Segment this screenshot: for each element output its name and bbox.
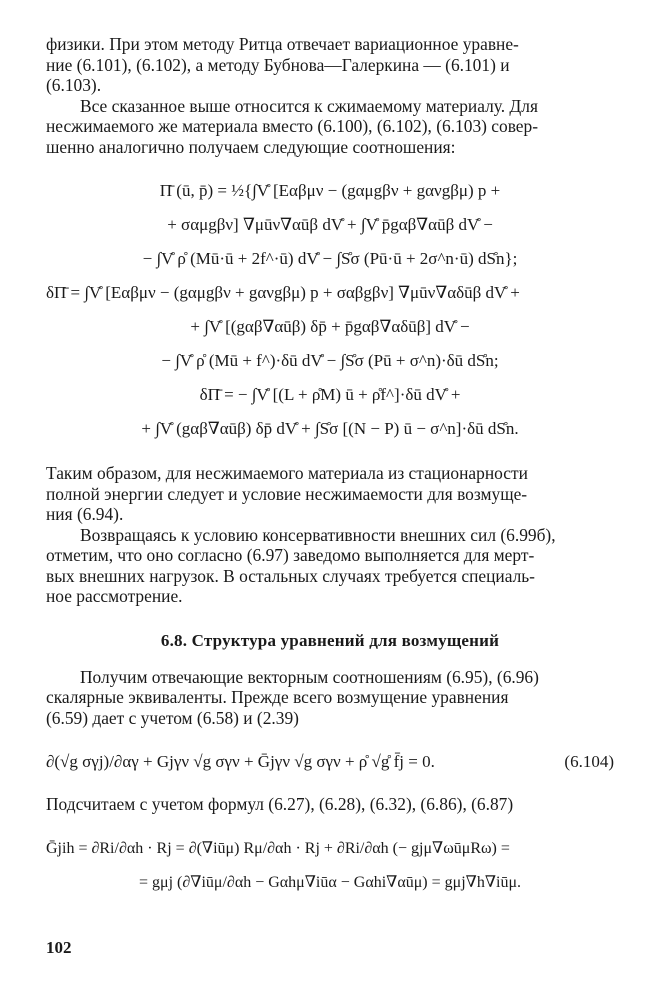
page-body	[46, 34, 614, 893]
section-heading: 6.8. Структура уравнений для возмущений	[160, 630, 500, 650]
para2-line-2: полной энергии следует и условие несжимаемости для возмуще-	[46, 483, 528, 504]
intro-line-2: ние (6.101), (6.102), а методу Бубнова—Галеркина — (6.101) и	[46, 54, 510, 75]
equation-2: + σαμgβν] ∇μūν∇αūβ dV̊ + ∫V̊ p̄gαβ∇αūβ dV̊ −	[167, 215, 493, 234]
equation-3: − ∫V̊ ρ̊ (Mū·ū + 2f^·ū) dV̊ − ∫S̊σ (Pū·ū + 2σ^n·ū) dS̊n};	[142, 249, 518, 268]
equation-6-104-row	[46, 752, 614, 772]
para2-line-3: ния (6.94).	[46, 504, 124, 524]
para4-line-2: скалярные эквиваленты. Прежде всего возмущение уравнения	[46, 687, 509, 707]
equation-4: δΠ̄ = ∫V̊ [Eαβμν − (gαμgβν + gανgβμ) p + σαβgβν] ∇μūν∇αδūβ dV̊ +	[46, 283, 520, 302]
para3-line-3: вых внешних нагрузок. В остальных случаях требуется специаль-	[46, 565, 535, 586]
para1-line-1: Все сказанное выше относится к сжимаемому материалу. Для	[80, 95, 538, 116]
para5: Подсчитаем с учетом формул (6.27), (6.28), (6.32), (6.86), (6.87)	[46, 794, 514, 814]
intro-line-3: (6.103).	[46, 75, 102, 95]
final-equation-2: = gμj (∂∇iūμ/∂αh − Gαhμ∇iūα − Gαhi∇αūμ) = gμj∇h∇iūμ.	[138, 873, 522, 891]
equation-6-104: ∂(√g σγj)/∂αγ + Gjγν √g σγν + Ḡjγν √g σγν + ρ̊ √g̊ f̄j = 0.	[46, 752, 435, 771]
page-number: 102	[46, 938, 72, 957]
equation-5: + ∫V̊ [(gαβ∇αūβ) δp̄ + p̄gαβ∇αδūβ] dV̊ −	[190, 317, 470, 336]
para4-line-1: Получим отвечающие векторным соотношениям (6.95), (6.96)	[80, 666, 539, 687]
equation-6-104-label: (6.104)	[564, 752, 614, 771]
para3-line-4: ное рассмотрение.	[46, 586, 183, 606]
equation-1: Π̄ (ū, p̄) = ½{∫V̊ [Eαβμν − (gαμgβν + gανgβμ) p +	[159, 181, 501, 200]
para1-line-3: шенно аналогично получаем следующие соотношения:	[46, 136, 456, 157]
equation-6: − ∫V̊ ρ̊ (Mū + f^)·δū dV̊ − ∫S̊σ (Pū + σ^n)·δū dS̊n;	[161, 351, 499, 370]
para3-line-2: отметим, что оно согласно (6.97) заведомо выполняется для мерт-	[46, 545, 535, 565]
equation-7: δΠ̄ = − ∫V̊ [(L + ρ̊M) ū + ρ̊f^]·δū dV̊ +	[199, 385, 461, 404]
para4-line-3: (6.59) дает с учетом (6.58) и (2.39)	[46, 707, 299, 728]
equation-8: + ∫V̊ (gαβ∇αūβ) δp̄ dV̊ + ∫S̊σ [(N − P) ū − σ^n]·δū dS̊n.	[141, 419, 519, 438]
para3-line-1: Возвращаясь к условию консервативности внешних сил (6.99б),	[80, 524, 556, 545]
final-equation-1: Ḡjih = ∂Ri/∂αh · Rj = ∂(∇iūμ) Rμ/∂αh · Rj + ∂Ri/∂αh (− gjμ∇ωūμRω) =	[46, 839, 510, 857]
para2-line-1: Таким образом, для несжимаемого материала из стационарности	[46, 463, 528, 483]
intro-line-1: физики. При этом методу Ритца отвечает вариационное уравне-	[46, 34, 519, 54]
para1-line-2: несжимаемого же материала вместо (6.100), (6.102), (6.103) совер-	[46, 116, 539, 136]
